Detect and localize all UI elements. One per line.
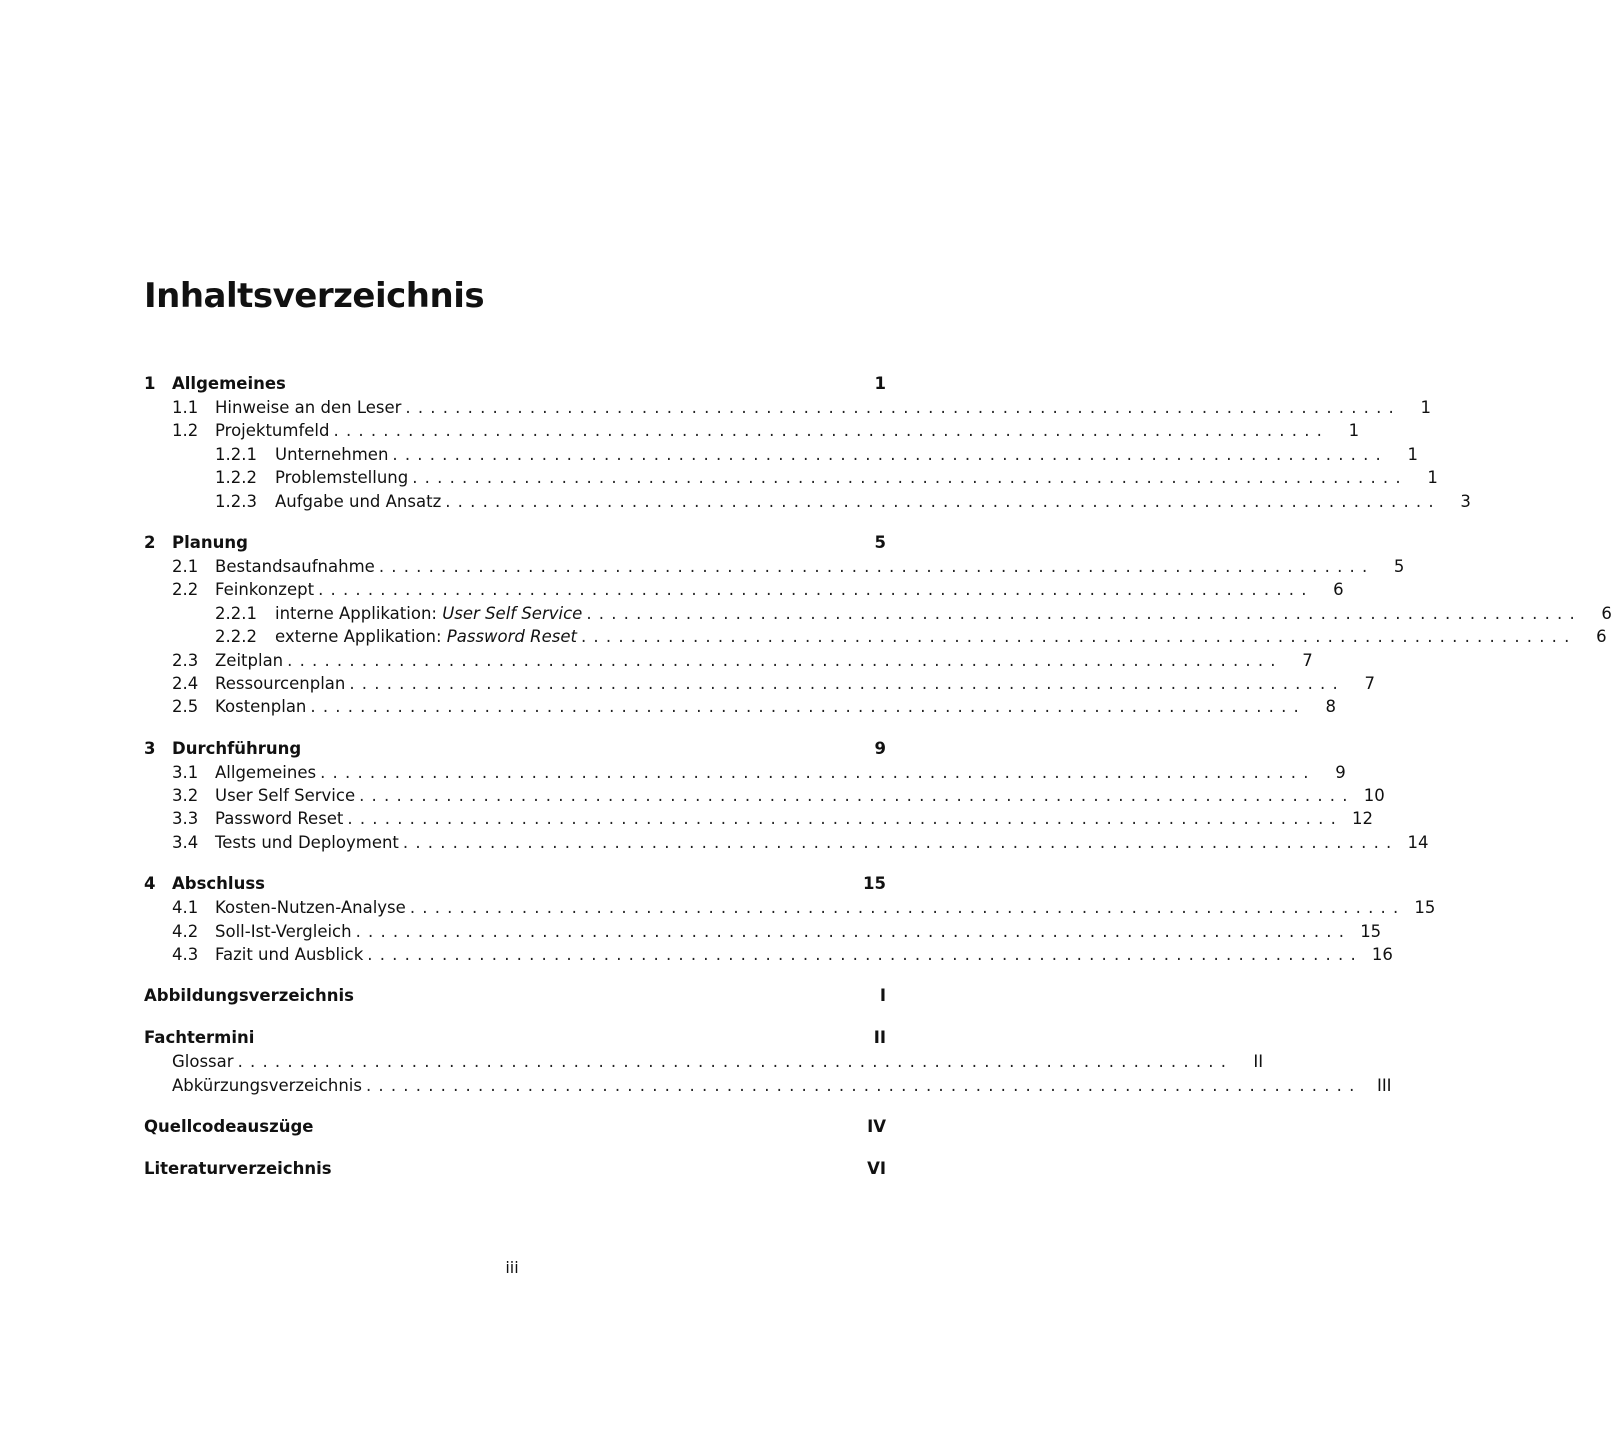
toc-page: II [873,1028,886,1048]
toc-appendix-item[interactable] [144,1074,1392,1097]
toc-title: Allgemeines [172,374,286,393]
toc-section[interactable] [144,784,1385,807]
toc-page: 6 [1601,603,1612,623]
leader-dots: ................................................................................ [365,1075,1362,1095]
toc-section[interactable] [144,419,1360,442]
toc-title: Bestandsaufnahme [215,556,375,576]
toc-appendix-entry[interactable] [144,1157,886,1181]
toc-title [275,625,577,648]
toc-number: 2.2 [172,580,199,600]
toc-number: 2.5 [172,697,199,717]
leader-dots: ................................................................................ [287,650,1283,670]
toc-number: 3.2 [172,786,199,806]
toc-title-italic: Password Reset [446,627,577,647]
leader-dots: ................................................................................ [392,444,1388,464]
toc-page: 1 [1348,421,1360,441]
leader-dots: ................................................................................ [378,556,1375,576]
toc-chapter[interactable] [144,531,886,555]
leader-dots: ................................................................................ [586,603,1582,623]
toc-section[interactable] [144,695,1336,718]
page-title: Inhaltsverzeichnis [144,276,485,316]
toc-number: 3.1 [172,762,199,782]
leader-dots: ................................................................................ [402,832,1399,852]
toc-section[interactable] [144,649,1313,672]
toc-section[interactable] [144,896,1436,919]
toc-title: Password Reset [215,809,344,829]
toc-title: User Self Service [215,786,356,806]
toc-number: 1.2 [172,421,199,441]
toc-title: Durchführung [172,738,302,758]
toc-page: 6 [1333,580,1344,600]
leader-dots: ................................................................................ [320,762,1316,782]
toc-page: 9 [1335,762,1346,782]
toc-title: Feinkonzept [215,580,315,600]
leader-dots: ................................................................................ [580,627,1577,647]
leader-dots: ................................................................................ [367,945,1363,965]
toc-page: 7 [1302,650,1313,670]
toc-title: Aufgabe und Ansatz [275,491,442,511]
toc-title: Kostenplan [215,697,307,717]
toc-page: 7 [1364,673,1375,693]
toc-appendix-entry[interactable] [144,984,886,1008]
toc-page: 15 [863,874,886,894]
toc-page: 9 [874,738,886,758]
leader-dots: ................................................................................ [355,921,1352,941]
toc-number: 2.4 [172,673,199,693]
toc-title: Hinweise an den Leser [215,398,402,417]
toc-page: III [1376,1075,1392,1095]
toc-chapter[interactable] [144,372,886,396]
toc-subsection[interactable] [144,466,1438,489]
toc-page: 14 [1407,832,1429,852]
toc-title: Zeitplan [215,650,284,670]
toc-subsection[interactable] [144,443,1418,466]
toc-number: 1.2.3 [215,491,257,511]
leader-dots: ................................................................................ [237,1052,1234,1072]
toc-subsection[interactable] [144,602,1612,625]
toc-appendix-entry[interactable] [144,1026,886,1050]
leader-dots: ................................................................................ [318,580,1314,600]
toc-appendix-entry[interactable] [144,1115,886,1139]
page-number: iii [505,1258,519,1277]
toc-title [275,602,582,625]
toc-number: 2.1 [172,556,199,576]
toc-number: 4.2 [172,921,199,941]
toc-page: 5 [874,532,886,552]
leader-dots: ................................................................................ [412,468,1408,488]
toc-number: 1.2.2 [215,468,257,488]
leader-dots: ................................................................................ [359,786,1355,806]
toc-number: 4.1 [172,898,199,918]
toc-title: Abbildungsverzeichnis [144,986,354,1006]
toc-title: Abschluss [172,874,265,894]
toc-appendix-item[interactable] [144,1050,1264,1073]
toc-page: 6 [1596,627,1607,647]
toc-page: 15 [1360,921,1382,941]
toc-section[interactable] [144,761,1346,784]
toc-page: 5 [1393,556,1405,576]
toc-title: Quellcodeauszüge [144,1117,314,1137]
toc-section[interactable] [144,555,1405,578]
toc-title-prefix: externe Applikation: [275,627,442,647]
toc-number: 4 [144,874,156,894]
toc-number: 2.2.2 [215,627,257,647]
leader-dots: ................................................................................ [349,673,1345,693]
toc-page: II [1253,1052,1264,1072]
toc-number: 3.4 [172,832,199,852]
toc-subsection[interactable] [144,490,1471,513]
toc-title: Kosten-Nutzen-Analyse [215,898,406,918]
toc-title: Ressourcenplan [215,673,346,693]
toc-number: 3.3 [172,809,199,829]
toc-title-italic: User Self Service [442,603,583,623]
leader-dots: ................................................................................ [333,421,1330,441]
toc-number: 2.3 [172,650,199,670]
toc-number: 1.1 [172,398,199,417]
toc-page: VI [867,1159,886,1179]
toc-section[interactable] [144,920,1382,943]
toc-page: 8 [1325,697,1336,717]
leader-dots: ................................................................................ [445,491,1441,511]
toc-title: Tests und Deployment [215,832,399,852]
toc-subsection[interactable] [144,625,1607,648]
toc-title: Unternehmen [275,444,389,464]
toc-number: 3 [144,738,156,758]
toc-title: Abkürzungsverzeichnis [172,1075,362,1095]
toc-section[interactable] [144,672,1375,695]
toc-page: IV [867,1117,886,1137]
toc-page: 12 [1352,809,1374,829]
toc-page: 3 [1460,491,1471,511]
toc-page: 16 [1371,945,1393,965]
toc-page: I [879,986,886,1006]
toc-page: 1 [1407,444,1418,464]
toc-section[interactable] [144,578,1344,601]
toc-page: 1 [874,374,886,393]
toc-title: Projektumfeld [215,421,330,441]
toc-number: 2.2.1 [215,603,257,623]
toc-number: 1.2.1 [215,444,257,464]
toc-section[interactable] [144,396,1431,419]
toc-title-prefix: interne Applikation: [275,603,437,623]
toc-title: Problemstellung [275,468,409,488]
toc-page: 1 [1420,398,1431,417]
toc-page: 15 [1414,898,1436,918]
toc-number: 4.3 [172,945,199,965]
toc-title: Fazit und Ausblick [215,945,364,965]
leader-dots: ................................................................................ [310,697,1306,717]
toc-chapter[interactable] [144,872,886,896]
toc-title: Glossar [172,1052,234,1072]
toc-number: 2 [144,532,156,552]
toc-page: 10 [1363,786,1385,806]
toc-page: 1 [1427,468,1438,488]
toc-number: 1 [144,374,156,393]
toc-section[interactable] [144,943,1393,966]
toc-title: Literaturverzeichnis [144,1159,332,1179]
leader-dots: ................................................................................ [347,809,1344,829]
toc-section[interactable] [144,807,1374,830]
toc-title: Allgemeines [215,762,317,782]
leader-dots: ................................................................................ [409,898,1406,918]
toc-chapter[interactable] [144,737,886,761]
toc-title: Soll-Ist-Vergleich [215,921,352,941]
table-of-contents [144,372,1612,1181]
leader-dots: ................................................................................ [405,398,1401,417]
toc-title: Planung [172,532,248,552]
toc-section[interactable] [144,831,1429,854]
toc-title: Fachtermini [144,1028,255,1048]
